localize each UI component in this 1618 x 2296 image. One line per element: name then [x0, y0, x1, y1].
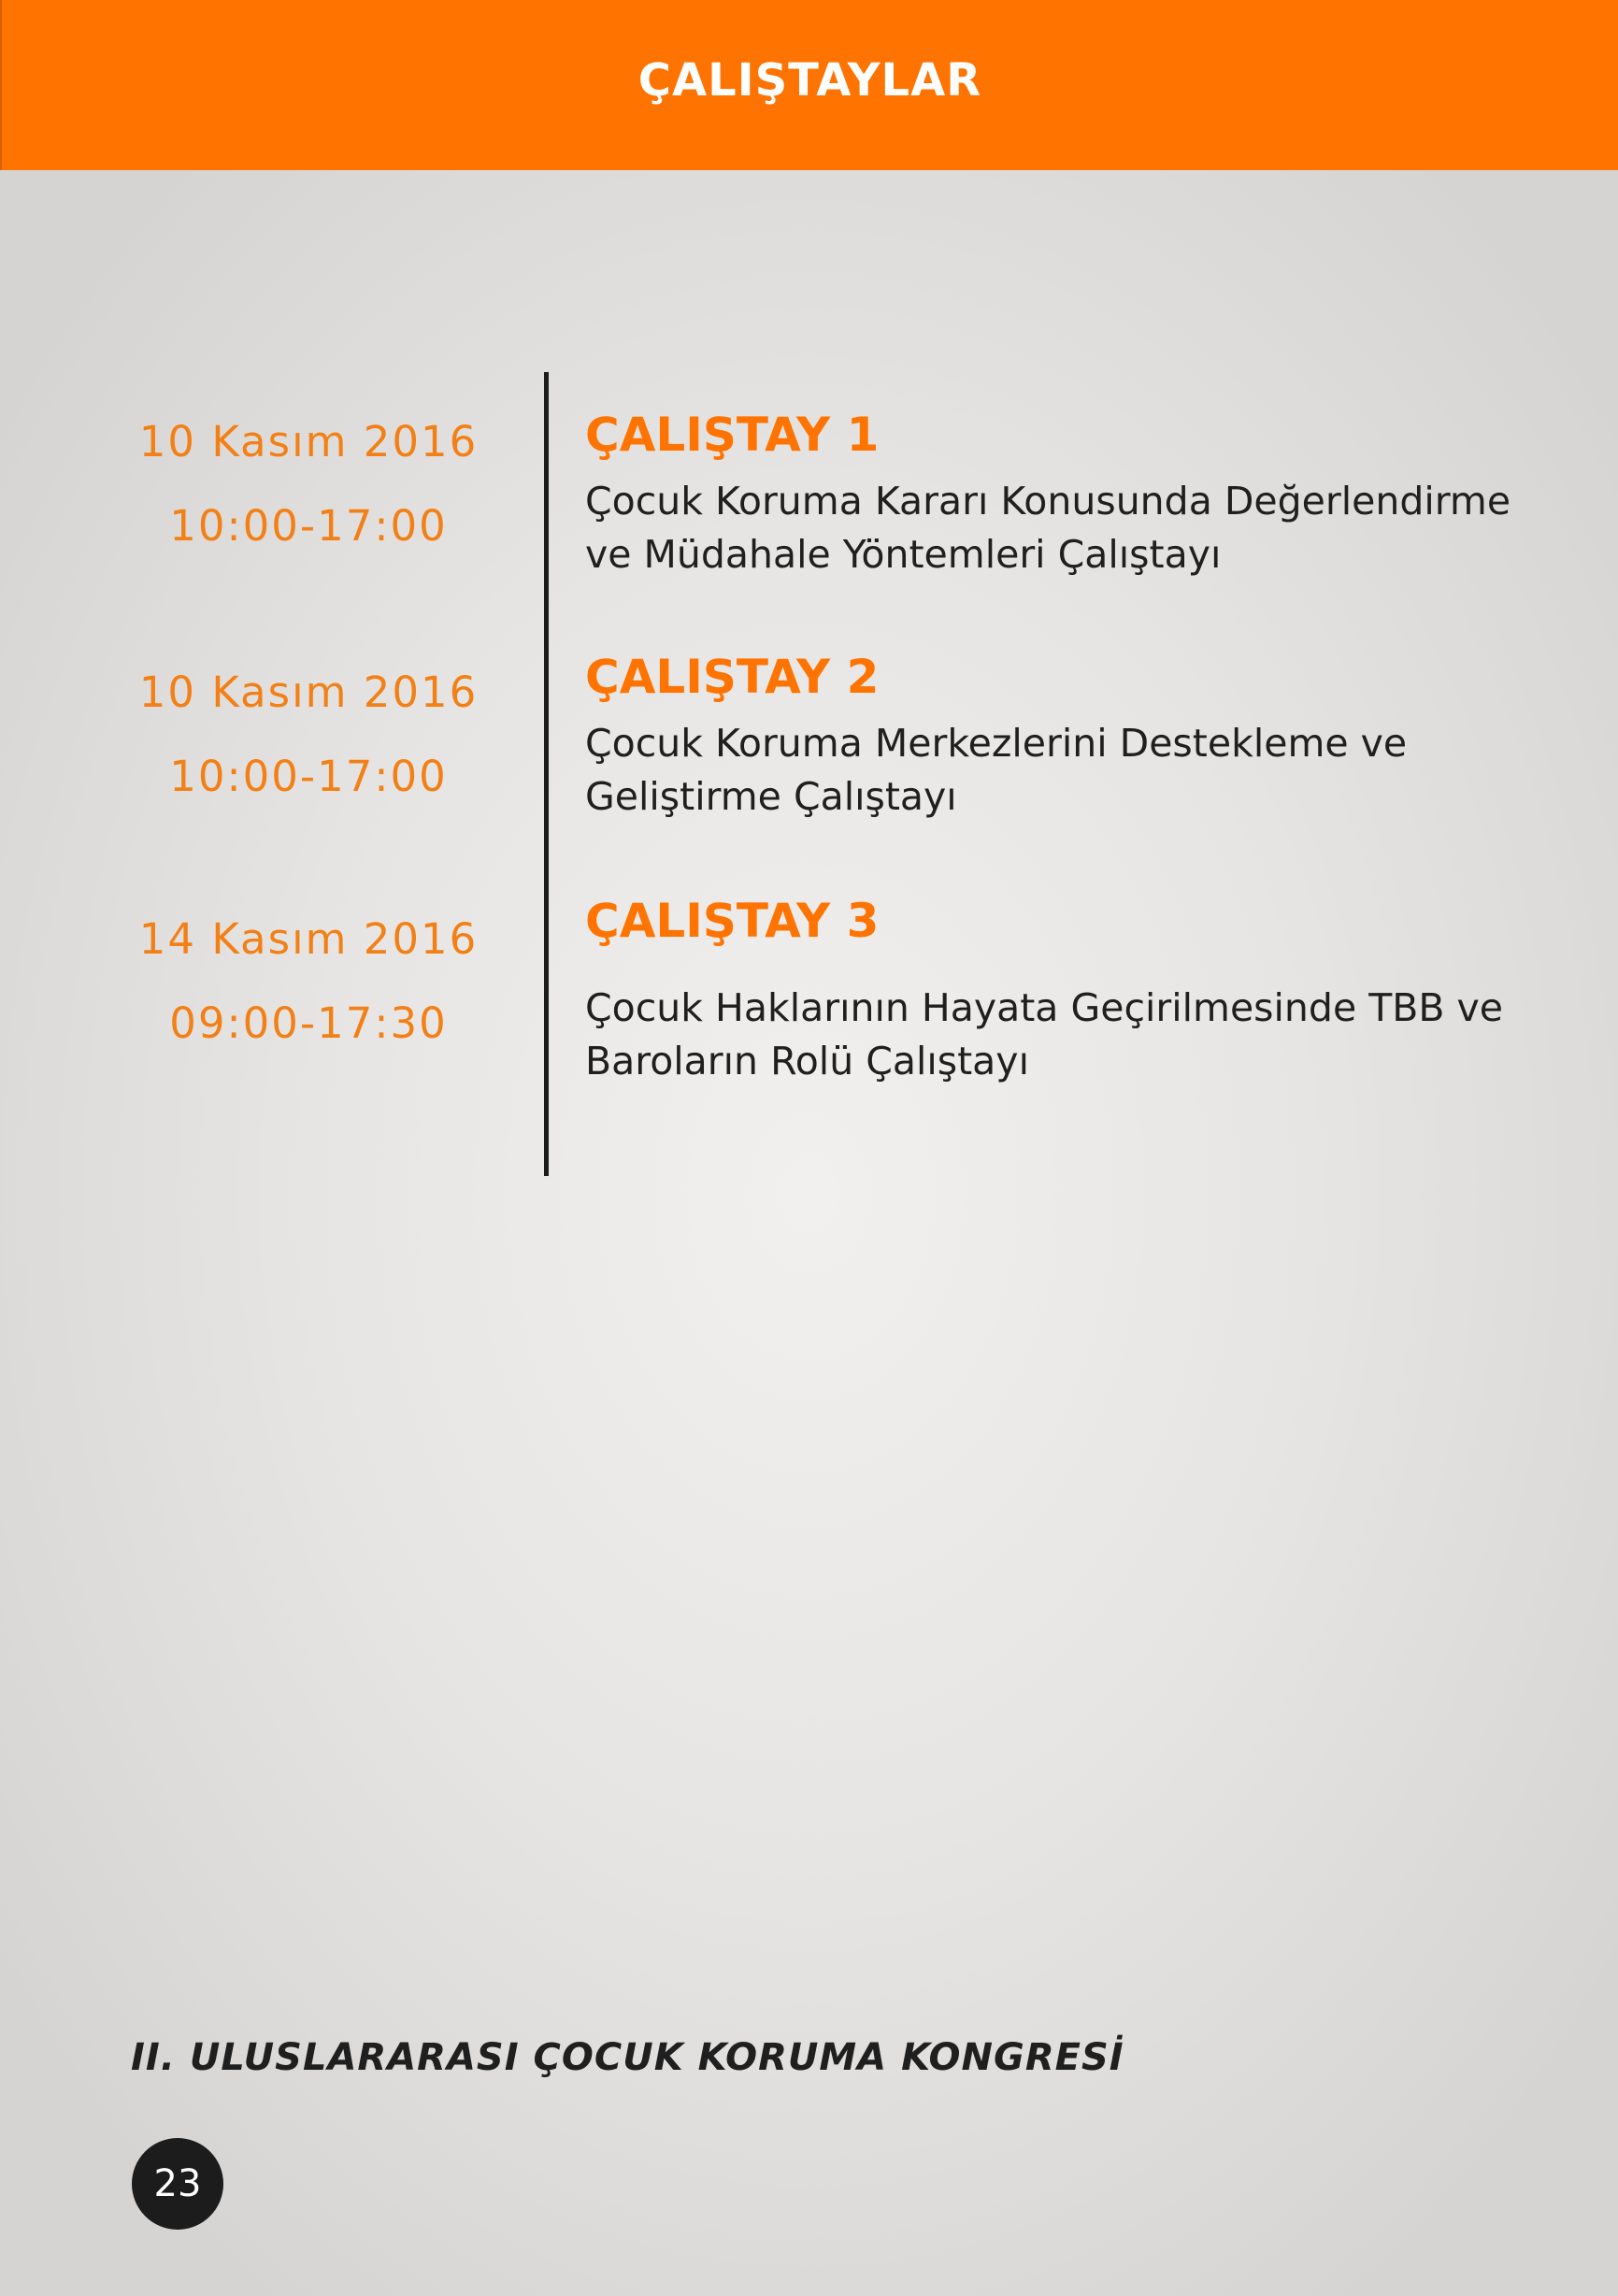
- workshop-3-date: 14 Kasım 2016: [138, 914, 479, 964]
- page-title: ÇALIŞTAYLAR: [637, 54, 982, 107]
- workshop-3-title: ÇALIŞTAY 3: [585, 894, 880, 948]
- workshop-1-description-line-2: ve Müdahale Yöntemleri Çalıştayı: [585, 532, 1222, 577]
- workshop-1-title: ÇALIŞTAY 1: [585, 408, 880, 462]
- workshop-2-description-line-1: Çocuk Koruma Merkezlerini Destekleme ve: [585, 721, 1408, 766]
- workshop-1-description-line-1: Çocuk Koruma Kararı Konusunda Değerlendirme: [585, 479, 1511, 524]
- workshop-3-time: 09:00-17:30: [169, 998, 448, 1048]
- workshop-3-description-line-2: Baroların Rolü Çalıştayı: [585, 1039, 1029, 1083]
- page-number-badge: 23: [132, 2138, 223, 2230]
- timeline-divider: [544, 372, 549, 1176]
- workshop-1-description: [585, 475, 1576, 581]
- congress-title: II. ULUSLARARASI ÇOCUK KORUMA KONGRESİ: [131, 2036, 1124, 2079]
- workshop-3-description: [585, 982, 1576, 1088]
- workshop-2-description: [585, 717, 1576, 824]
- workshop-2-description-line-2: Geliştirme Çalıştayı: [585, 774, 957, 819]
- workshop-1-time: 10:00-17:00: [169, 501, 448, 551]
- workshop-3-description-line-1: Çocuk Haklarının Hayata Geçirilmesinde TBB ve: [585, 985, 1504, 1030]
- workshop-1-date: 10 Kasım 2016: [138, 417, 479, 466]
- workshop-2-time: 10:00-17:00: [169, 752, 448, 801]
- header-bar: [0, 0, 1618, 170]
- workshop-2-date: 10 Kasım 2016: [138, 667, 479, 717]
- workshop-2-title: ÇALIŞTAY 2: [585, 650, 880, 704]
